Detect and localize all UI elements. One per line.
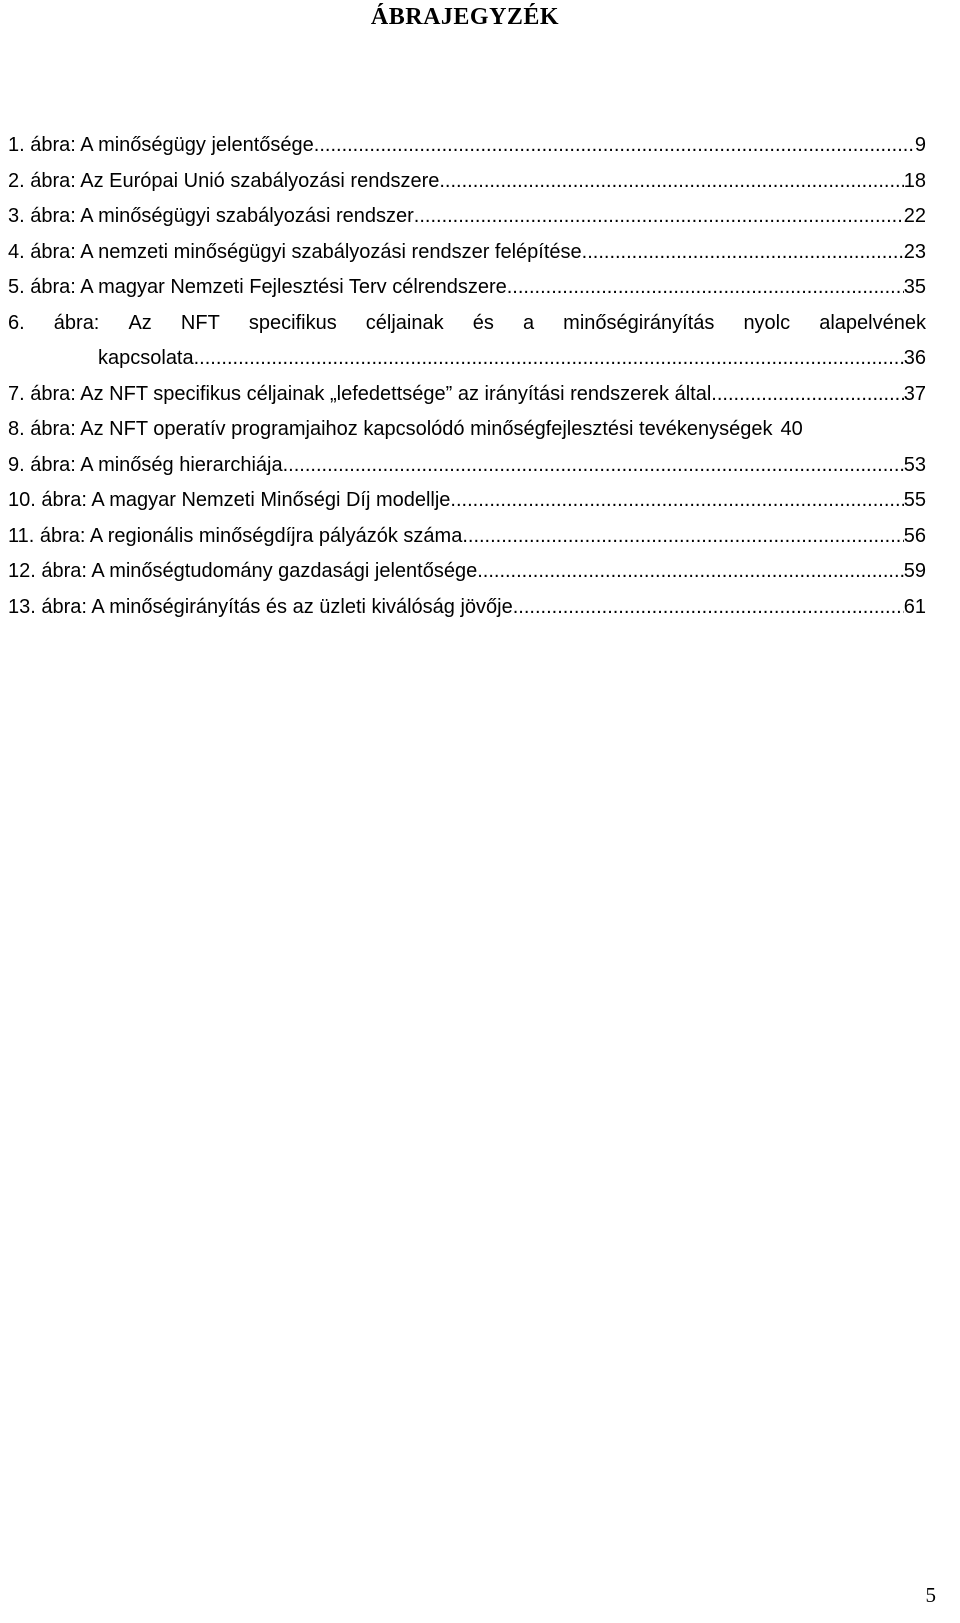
list-item — [8, 240, 926, 264]
entry-word: NFT — [180, 311, 220, 334]
entry-page-number: 18 — [903, 169, 926, 192]
entry-label: 8. ábra: Az NFT operatív programjaihoz kapcsolódó minőségfejlesztési tevékenységek — [8, 418, 773, 440]
dot-leader — [314, 133, 915, 157]
list-item — [8, 453, 926, 477]
dot-leader — [711, 382, 903, 406]
list-item — [8, 133, 926, 157]
dot-leader — [194, 346, 904, 370]
dot-leader — [507, 275, 904, 299]
list-item — [8, 559, 926, 583]
page-number: 5 — [925, 1583, 936, 1607]
entry-label: 9. ábra: A minőség hierarchiája — [8, 453, 283, 476]
entry-page-number: 22 — [903, 205, 926, 227]
dot-leader — [513, 595, 904, 619]
list-item-first-line — [8, 311, 926, 335]
entry-page-number: 55 — [903, 489, 926, 511]
entry-label: 4. ábra: A nemzeti minőségügyi szabályozási rendszer felépítése — [8, 240, 582, 263]
entry-label: 5. ábra: A magyar Nemzeti Fejlesztési Terv célrendszere — [8, 276, 507, 298]
entry-label: 12. ábra: A minőségtudomány gazdasági jelentősége — [8, 560, 478, 582]
entry-page-number: 59 — [903, 560, 926, 582]
dot-leader — [439, 169, 903, 193]
entry-page-number: 23 — [903, 240, 926, 263]
entry-label: 13. ábra: A minőségirányítás és az üzleti kiválóság jövője — [8, 595, 513, 618]
entry-page-number: 40 — [780, 418, 803, 440]
entry-word: nyolc — [743, 311, 791, 334]
list-item — [8, 488, 926, 512]
list-item — [8, 595, 926, 619]
entry-label: 7. ábra: Az NFT specifikus céljainak „lefedettsége” az irányítási rendszerek által — [8, 382, 712, 405]
entry-word: és — [472, 311, 494, 334]
figure-list — [8, 133, 926, 630]
list-item — [8, 417, 926, 441]
entry-word: minőségirányítás — [563, 311, 715, 334]
entry-page-number: 53 — [903, 453, 926, 476]
list-item — [8, 204, 926, 228]
dot-leader — [283, 453, 904, 477]
entry-label: 2. ábra: Az Európai Unió szabályozási rendszere — [8, 169, 440, 192]
dot-leader — [477, 559, 904, 583]
entry-label: kapcsolata — [98, 347, 194, 369]
dot-leader — [414, 204, 904, 228]
list-item — [8, 275, 926, 299]
entry-word: specifikus — [248, 311, 337, 334]
list-item — [8, 382, 926, 406]
entry-word: alapelvének — [819, 311, 926, 334]
entry-label: 1. ábra: A minőségügy jelentősége — [8, 134, 314, 156]
entry-page-number: 37 — [903, 382, 926, 405]
entry-page-number: 36 — [903, 347, 926, 369]
entry-page-number: 61 — [903, 595, 926, 618]
entry-word: 6. — [8, 311, 25, 334]
list-item — [8, 524, 926, 548]
dot-leader — [462, 524, 903, 548]
entry-label: 10. ábra: A magyar Nemzeti Minőségi Díj modellje — [8, 489, 451, 511]
entry-word: Az — [128, 311, 152, 334]
entry-label: 3. ábra: A minőségügyi szabályozási rendszer — [8, 205, 414, 227]
entry-word: ábra: — [53, 311, 100, 334]
entry-page-number: 56 — [903, 524, 926, 547]
entry-label: 11. ábra: A regionális minőségdíjra pályázók száma — [8, 524, 463, 547]
list-item-continuation — [8, 346, 926, 370]
list-item — [8, 169, 926, 193]
dot-leader — [450, 488, 903, 512]
entry-word: céljainak — [365, 311, 444, 334]
entry-page-number: 9 — [914, 134, 926, 156]
entry-word: a — [522, 311, 535, 334]
dot-leader — [582, 240, 904, 264]
page-title: ÁBRAJEGYZÉK — [370, 4, 560, 30]
entry-page-number: 35 — [903, 276, 926, 298]
